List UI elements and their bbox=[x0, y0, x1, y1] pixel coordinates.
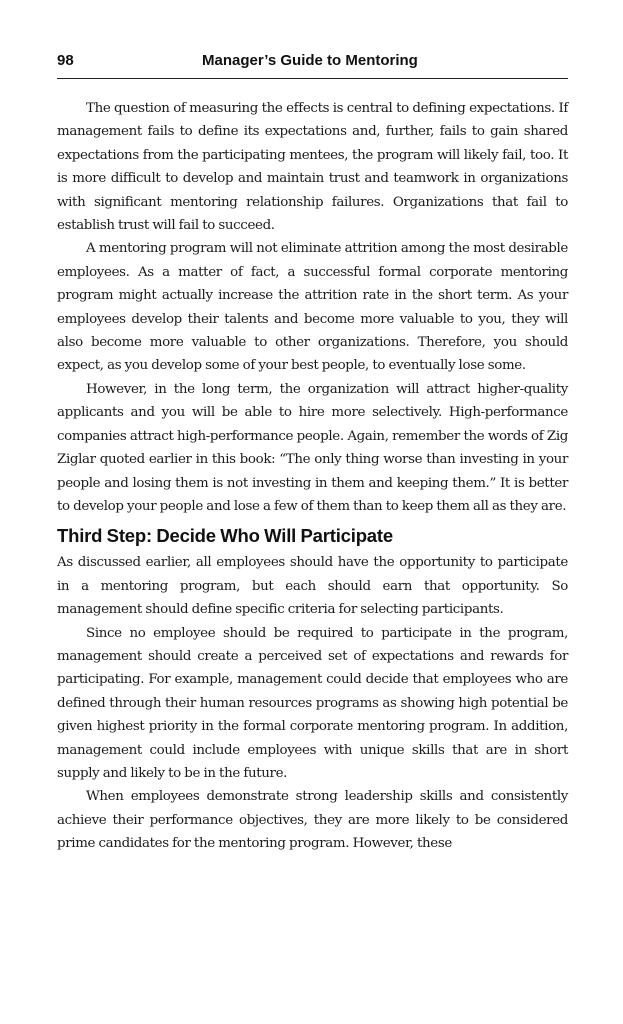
section-heading: Third Step: Decide Who Will Participate bbox=[57, 525, 393, 547]
paragraph: Since no employee should be required to participate in the program, management should create a perceived set of expectations and rewards for participating. For example, management could decide that employees who are defined through their human resources programs as showing high potential be given highest priority in the formal corporate mentoring program. In addition, management could include employees with unique skills that are in short supply and likely to be in the future. bbox=[57, 625, 568, 781]
paragraph: A mentoring program will not eliminate attrition among the most desirable employees. As a matter of fact, a successful formal corporate mentoring program might actually increase the attrition rate in the short term. As your employees develop their talents and become more valuable to you, they will also become more valuable to other organizations. Therefore, you should expect, as you develop some of your best people, to eventually lose some. bbox=[57, 241, 568, 374]
paragraph: However, in the long term, the organization will attract higher-quality applicants and you will be able to hire more selectively. High-performance companies attract high-performance people. Again, remember the words of Zig Ziglar quoted earlier in this book: “The only thing worse than investing in your people and losing them is not investing in them and keeping them.” It is better to develop your people and lose a few of them than to keep them all as they are. bbox=[57, 381, 568, 514]
body-text bbox=[57, 97, 568, 856]
book-page bbox=[57, 52, 568, 856]
paragraph: When employees demonstrate strong leadership skills and consistently achieve their performance objectives, they are more likely to be considered prime candidates for the mentoring program. However, these bbox=[57, 789, 568, 852]
running-title: Manager’s Guide to Mentoring bbox=[202, 52, 418, 69]
paragraph: The question of measuring the effects is central to defining expectations. If management fails to define its expectations and, further, fails to gain shared expectations from the participating mentees, the program will likely fail, too. It is more difficult to develop and maintain trust and teamwork in organizations with significant mentoring relationship failures. Organizations that fail to establish trust will fail to succeed. bbox=[57, 101, 568, 234]
running-header bbox=[57, 52, 568, 79]
paragraph: As discussed earlier, all employees should have the opportunity to participate in a mentoring program, but each should earn that opportunity. So management should define specific criteria for selecting participants. bbox=[57, 555, 568, 618]
page-number: 98 bbox=[57, 52, 74, 69]
